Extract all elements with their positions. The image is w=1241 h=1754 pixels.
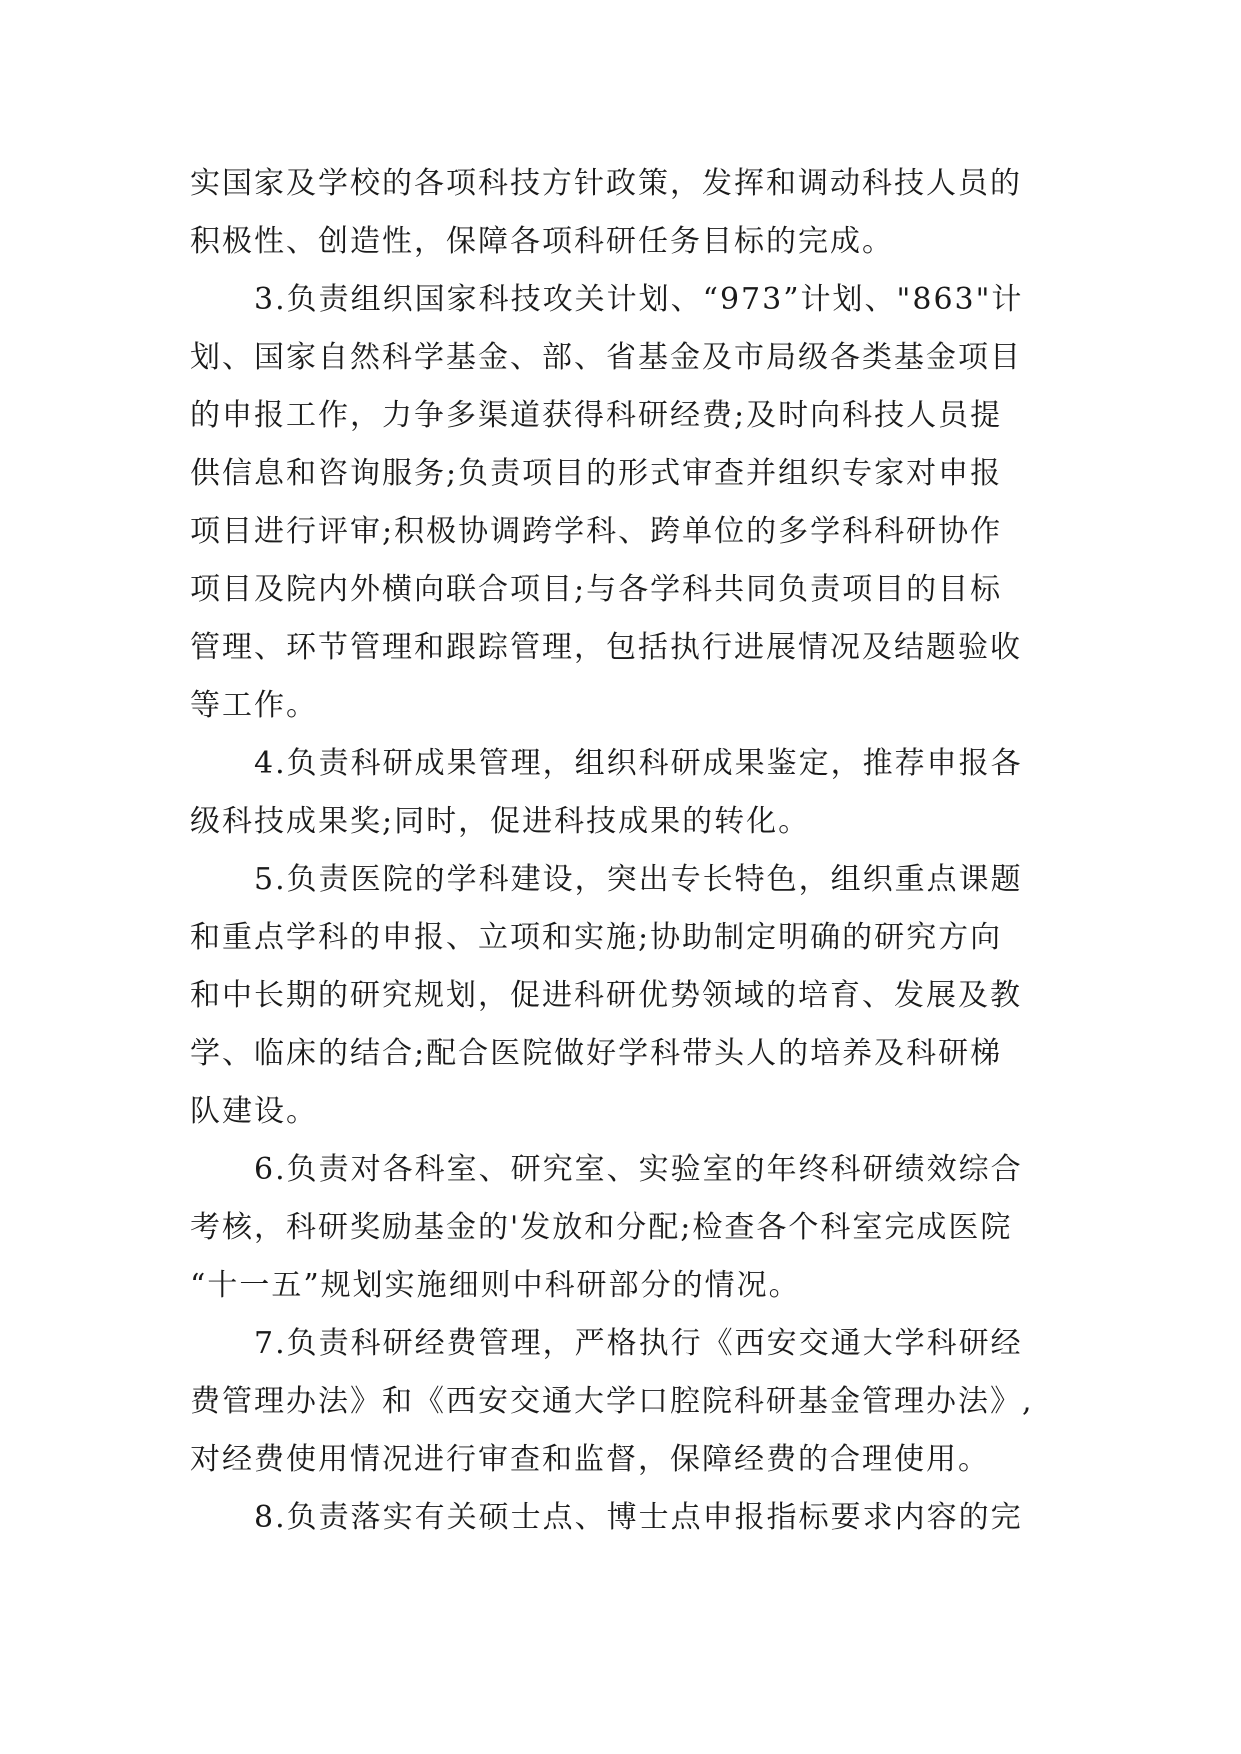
text-line: 供信息和咨询服务;负责项目的形式审查并组织专家对申报	[190, 456, 1003, 491]
text-line: 对经费使用情况进行审查和监督，保障经费的合理使用。	[190, 1442, 990, 1477]
text-line: 7.负责科研经费管理，严格执行《西安交通大学科研经	[254, 1326, 1023, 1361]
text-line: 和重点学科的申报、立项和实施;协助制定明确的研究方向	[190, 920, 1003, 955]
body-text	[190, 155, 1050, 1547]
text-line: 8.负责落实有关硕士点、博士点申报指标要求内容的完	[254, 1500, 1023, 1535]
text-line: 考核，科研奖励基金的'发放和分配;检查各个科室完成医院	[190, 1210, 1013, 1245]
text-line: 积极性、创造性，保障各项科研任务目标的完成。	[190, 224, 894, 259]
text-line: 管理、环节管理和跟踪管理，包括执行进展情况及结题验收	[190, 630, 1022, 665]
text-line: 3.负责组织国家科技攻关计划、“973”计划、"863"计	[254, 282, 1024, 317]
text-line: 级科技成果奖;同时，促进科技成果的转化。	[190, 804, 811, 839]
text-line: 学、临床的结合;配合医院做好学科带头人的培养及科研梯	[190, 1036, 1003, 1071]
text-line: 队建设。	[190, 1094, 318, 1129]
text-line: 划、国家自然科学基金、部、省基金及市局级各类基金项目	[190, 340, 1022, 375]
text-line: 项目及院内外横向联合项目;与各学科共同负责项目的目标	[190, 572, 1003, 607]
text-line: 6.负责对各科室、研究室、实验室的年终科研绩效综合	[254, 1152, 1023, 1187]
text-line: 实国家及学校的各项科技方针政策，发挥和调动科技人员的	[190, 166, 1022, 201]
text-line: 等工作。	[190, 688, 318, 723]
text-line: 项目进行评审;积极协调跨学科、跨单位的多学科科研协作	[190, 514, 1003, 549]
text-line: 和中长期的研究规划，促进科研优势领域的培育、发展及教	[190, 978, 1022, 1013]
text-line: “十一五”规划实施细则中科研部分的情况。	[190, 1268, 801, 1303]
text-line: 的申报工作，力争多渠道获得科研经费;及时向科技人员提	[190, 398, 1003, 433]
text-line: 4.负责科研成果管理，组织科研成果鉴定，推荐申报各	[254, 746, 1023, 781]
text-line: 5.负责医院的学科建设，突出专长特色，组织重点课题	[254, 862, 1023, 897]
text-line: 费管理办法》和《西安交通大学口腔院科研基金管理办法》,	[190, 1384, 1034, 1419]
